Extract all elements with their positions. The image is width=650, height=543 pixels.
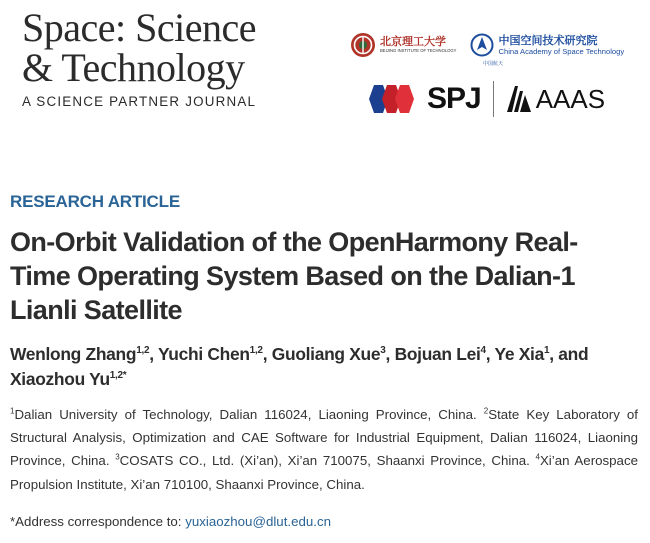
author-affiliation: 4	[480, 345, 486, 357]
author-separator: ,	[549, 344, 559, 364]
author-name: and Xiaozhou Yu	[10, 344, 589, 389]
author-separator: ,	[149, 344, 158, 364]
author	[495, 344, 559, 364]
cast-name-en: China Academy of Space Technology	[498, 46, 625, 56]
correspondence-email-link[interactable]: yuxiaozhou@dlut.edu.cn	[185, 514, 332, 529]
affiliation-text: State Key Laboratory of Structural Analysis, Optimization and CAE Software for Industrial Equipment, Dalian 116024, Liaoning Province, China.	[10, 407, 638, 469]
publisher-logos	[365, 80, 605, 118]
correspondence	[10, 514, 331, 529]
bit-name-cn: 北京理工大学	[380, 36, 446, 48]
author-affiliation: 1	[543, 345, 550, 357]
author-name: Guoliang Xue	[271, 344, 381, 364]
affiliation-number: 2	[483, 406, 489, 416]
bit-name-en: BEIJING INSTITUTE OF TECHNOLOGY	[380, 48, 457, 53]
author-affiliation: 1,2	[136, 345, 150, 357]
author-name: Bojuan Lei	[394, 344, 481, 364]
author-name: Yuchi Chen	[157, 344, 250, 364]
affiliation-text: Xi’an Aerospace Propulsion Institute, Xi’an 710100, Shaanxi Province, China.	[10, 453, 639, 492]
institution-logos	[350, 32, 624, 58]
aaas-logo-text: AAAS	[535, 83, 606, 114]
article-type: RESEARCH ARTICLE	[10, 192, 180, 211]
author-list	[10, 342, 630, 392]
journal-tagline: A SCIENCE PARTNER JOURNAL	[22, 94, 257, 109]
spj-hexagon-icon	[365, 84, 421, 114]
logo-divider	[493, 81, 494, 117]
author-separator: ,	[485, 344, 495, 364]
author-affiliation: 1,2	[249, 345, 263, 357]
affiliation-text: Dalian University of Technology, Dalian 116024, Liaoning Province, China.	[14, 407, 477, 422]
author-affiliation: 1,2*	[109, 370, 127, 382]
bit-logo	[350, 32, 456, 58]
cast-emblem-icon	[470, 33, 494, 57]
correspondence-label: *Address correspondence to:	[10, 514, 186, 529]
cast-logo	[470, 33, 624, 57]
aaas-mark-icon	[506, 85, 532, 113]
spj-logo-text: SPJ	[427, 82, 481, 115]
author-separator: ,	[385, 344, 395, 364]
author-name: Wenlong Zhang	[10, 344, 137, 364]
affiliation-number: 3	[115, 452, 120, 462]
cast-name-cn: 中国空间技术研究院	[498, 34, 598, 47]
author	[10, 344, 158, 364]
author	[272, 344, 395, 364]
author-affiliation: 3	[380, 345, 386, 357]
author	[395, 344, 495, 364]
journal-name-line2: & Technology	[22, 45, 245, 90]
author-name: Ye Xia	[494, 344, 544, 364]
cast-abbr: 中国航天	[483, 61, 504, 67]
article-title: On-Orbit Validation of the OpenHarmony Real-Time Operating System Based on the Dalian-1 Lianli Satellite	[10, 227, 578, 325]
affiliation-text: COSATS CO., Ltd. (Xi’an), Xi’an 710075, Shaanxi Province, China.	[119, 453, 530, 469]
affiliation-number: 1	[10, 406, 15, 416]
affiliation-number: 4	[535, 452, 540, 462]
author-separator: ,	[262, 344, 272, 364]
journal-name-line1: Space: Science	[22, 5, 256, 50]
affiliation-list	[10, 403, 638, 496]
journal-masthead	[22, 5, 257, 109]
author	[158, 344, 272, 364]
bit-emblem-icon	[350, 32, 376, 58]
